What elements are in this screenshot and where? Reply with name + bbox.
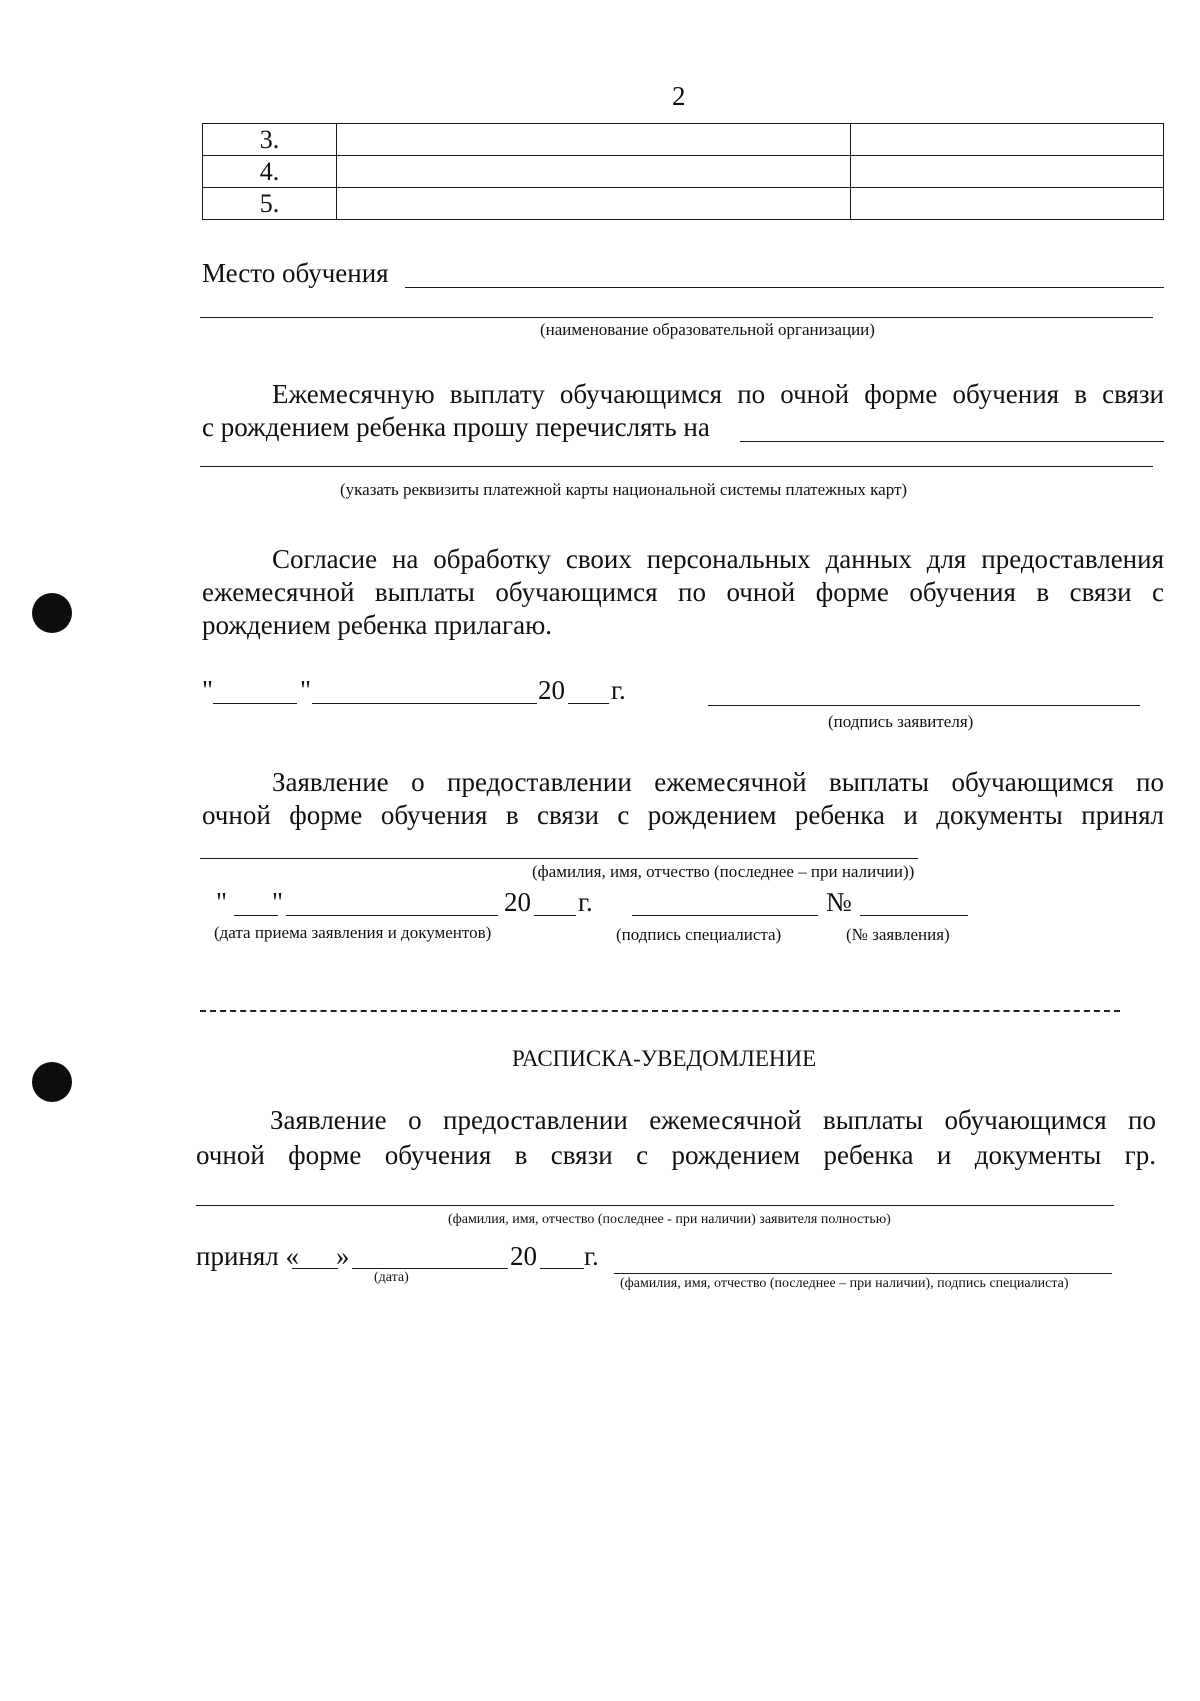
applicant-year-prefix: 20 (538, 675, 565, 705)
applicant-date-quote-close: " (300, 675, 312, 705)
accepted-text-line2: очной форме обучения в связи с рождением ребенка и документы принял (202, 800, 1164, 830)
receipt-specialist-field[interactable] (614, 1273, 1112, 1274)
table-row (203, 188, 1164, 220)
page-number: 2 (672, 81, 686, 111)
study-place-caption: (наименование образовательной организации) (540, 320, 875, 339)
receipt-title: РАСПИСКА-УВЕДОМЛЕНИЕ (512, 1046, 817, 1071)
accepted-fio-caption: (фамилия, имя, отчество (последнее – при наличии)) (532, 862, 915, 881)
receipt-day-field[interactable] (292, 1268, 338, 1269)
table-row (203, 124, 1164, 156)
receipt-applicant-fio-field[interactable] (196, 1205, 1114, 1206)
payment-caption: (указать реквизиты платежной карты национальной системы платежных карт) (340, 480, 908, 499)
table-cell[interactable] (337, 124, 851, 156)
receipt-year-field[interactable] (540, 1268, 584, 1269)
application-number-caption: (№ заявления) (846, 925, 950, 944)
receipt-quote-close: » (336, 1241, 350, 1271)
applicant-signature-field[interactable] (708, 705, 1140, 706)
children-table (202, 123, 1164, 220)
accepted-year-suffix: г. (578, 887, 593, 917)
payment-details-field-continued[interactable] (200, 466, 1153, 467)
receipt-accepted-label: принял « (196, 1241, 299, 1271)
consent-text-line1: Согласие на обработку своих персональных данных для предоставления (272, 544, 1164, 574)
specialist-signature-field[interactable] (632, 915, 818, 916)
applicant-year-field[interactable] (568, 703, 609, 704)
cut-line (200, 1010, 1120, 1012)
punch-hole-bottom (32, 1062, 72, 1102)
accepted-year-prefix: 20 (504, 887, 531, 917)
accepted-date-quote-open: " (216, 887, 228, 917)
payment-details-field[interactable] (740, 441, 1164, 442)
study-place-field[interactable] (405, 287, 1164, 288)
accepted-specialist-fio-field[interactable] (200, 858, 918, 859)
table-cell[interactable] (851, 156, 1164, 188)
receipt-fio-caption: (фамилия, имя, отчество (последнее - при наличии) заявителя полностью) (448, 1212, 891, 1227)
row-number: 3. (203, 124, 337, 156)
study-place-label: Место обучения (202, 258, 389, 288)
accepted-year-field[interactable] (534, 915, 576, 916)
payment-text-line2: с рождением ребенка прошу перечислять на (202, 412, 710, 442)
specialist-signature-caption: (подпись специалиста) (616, 925, 782, 944)
receipt-month-field[interactable] (352, 1268, 508, 1269)
accepted-text-line1: Заявление о предоставлении ежемесячной выплаты обучающимся по (272, 767, 1164, 797)
receipt-text-line2: очной форме обучения в связи с рождением ребенка и документы гр. (196, 1140, 1156, 1170)
receipt-year-suffix: г. (584, 1241, 599, 1271)
table-cell[interactable] (851, 124, 1164, 156)
receipt-date-caption: (дата) (374, 1270, 409, 1285)
punch-hole-top (32, 593, 72, 633)
accepted-month-field[interactable] (286, 915, 498, 916)
accepted-date-caption: (дата приема заявления и документов) (214, 923, 492, 942)
table-cell[interactable] (337, 188, 851, 220)
accepted-date-quote-close: " (272, 887, 284, 917)
applicant-signature-caption: (подпись заявителя) (828, 712, 974, 731)
table-cell[interactable] (851, 188, 1164, 220)
table-cell[interactable] (337, 156, 851, 188)
receipt-specialist-caption: (фамилия, имя, отчество (последнее – при наличии), подпись специалиста) (620, 1276, 1069, 1291)
study-place-field-continued[interactable] (200, 317, 1153, 318)
receipt-year-prefix: 20 (510, 1241, 537, 1271)
number-sign: № (826, 887, 852, 917)
table-row (203, 156, 1164, 188)
consent-text-line2: ежемесячной выплаты обучающимся по очной форме обучения в связи с (202, 577, 1164, 607)
applicant-month-field[interactable] (312, 703, 537, 704)
receipt-text-line1: Заявление о предоставлении ежемесячной выплаты обучающимся по (270, 1105, 1156, 1135)
payment-text-line1: Ежемесячную выплату обучающимся по очной форме обучения в связи (272, 379, 1164, 409)
applicant-date-quote-open: " (202, 675, 214, 705)
applicant-year-suffix: г. (611, 675, 626, 705)
application-number-field[interactable] (860, 915, 968, 916)
row-number: 5. (203, 188, 337, 220)
row-number: 4. (203, 156, 337, 188)
applicant-day-field[interactable] (213, 703, 297, 704)
consent-text-line3: рождением ребенка прилагаю. (202, 610, 552, 640)
